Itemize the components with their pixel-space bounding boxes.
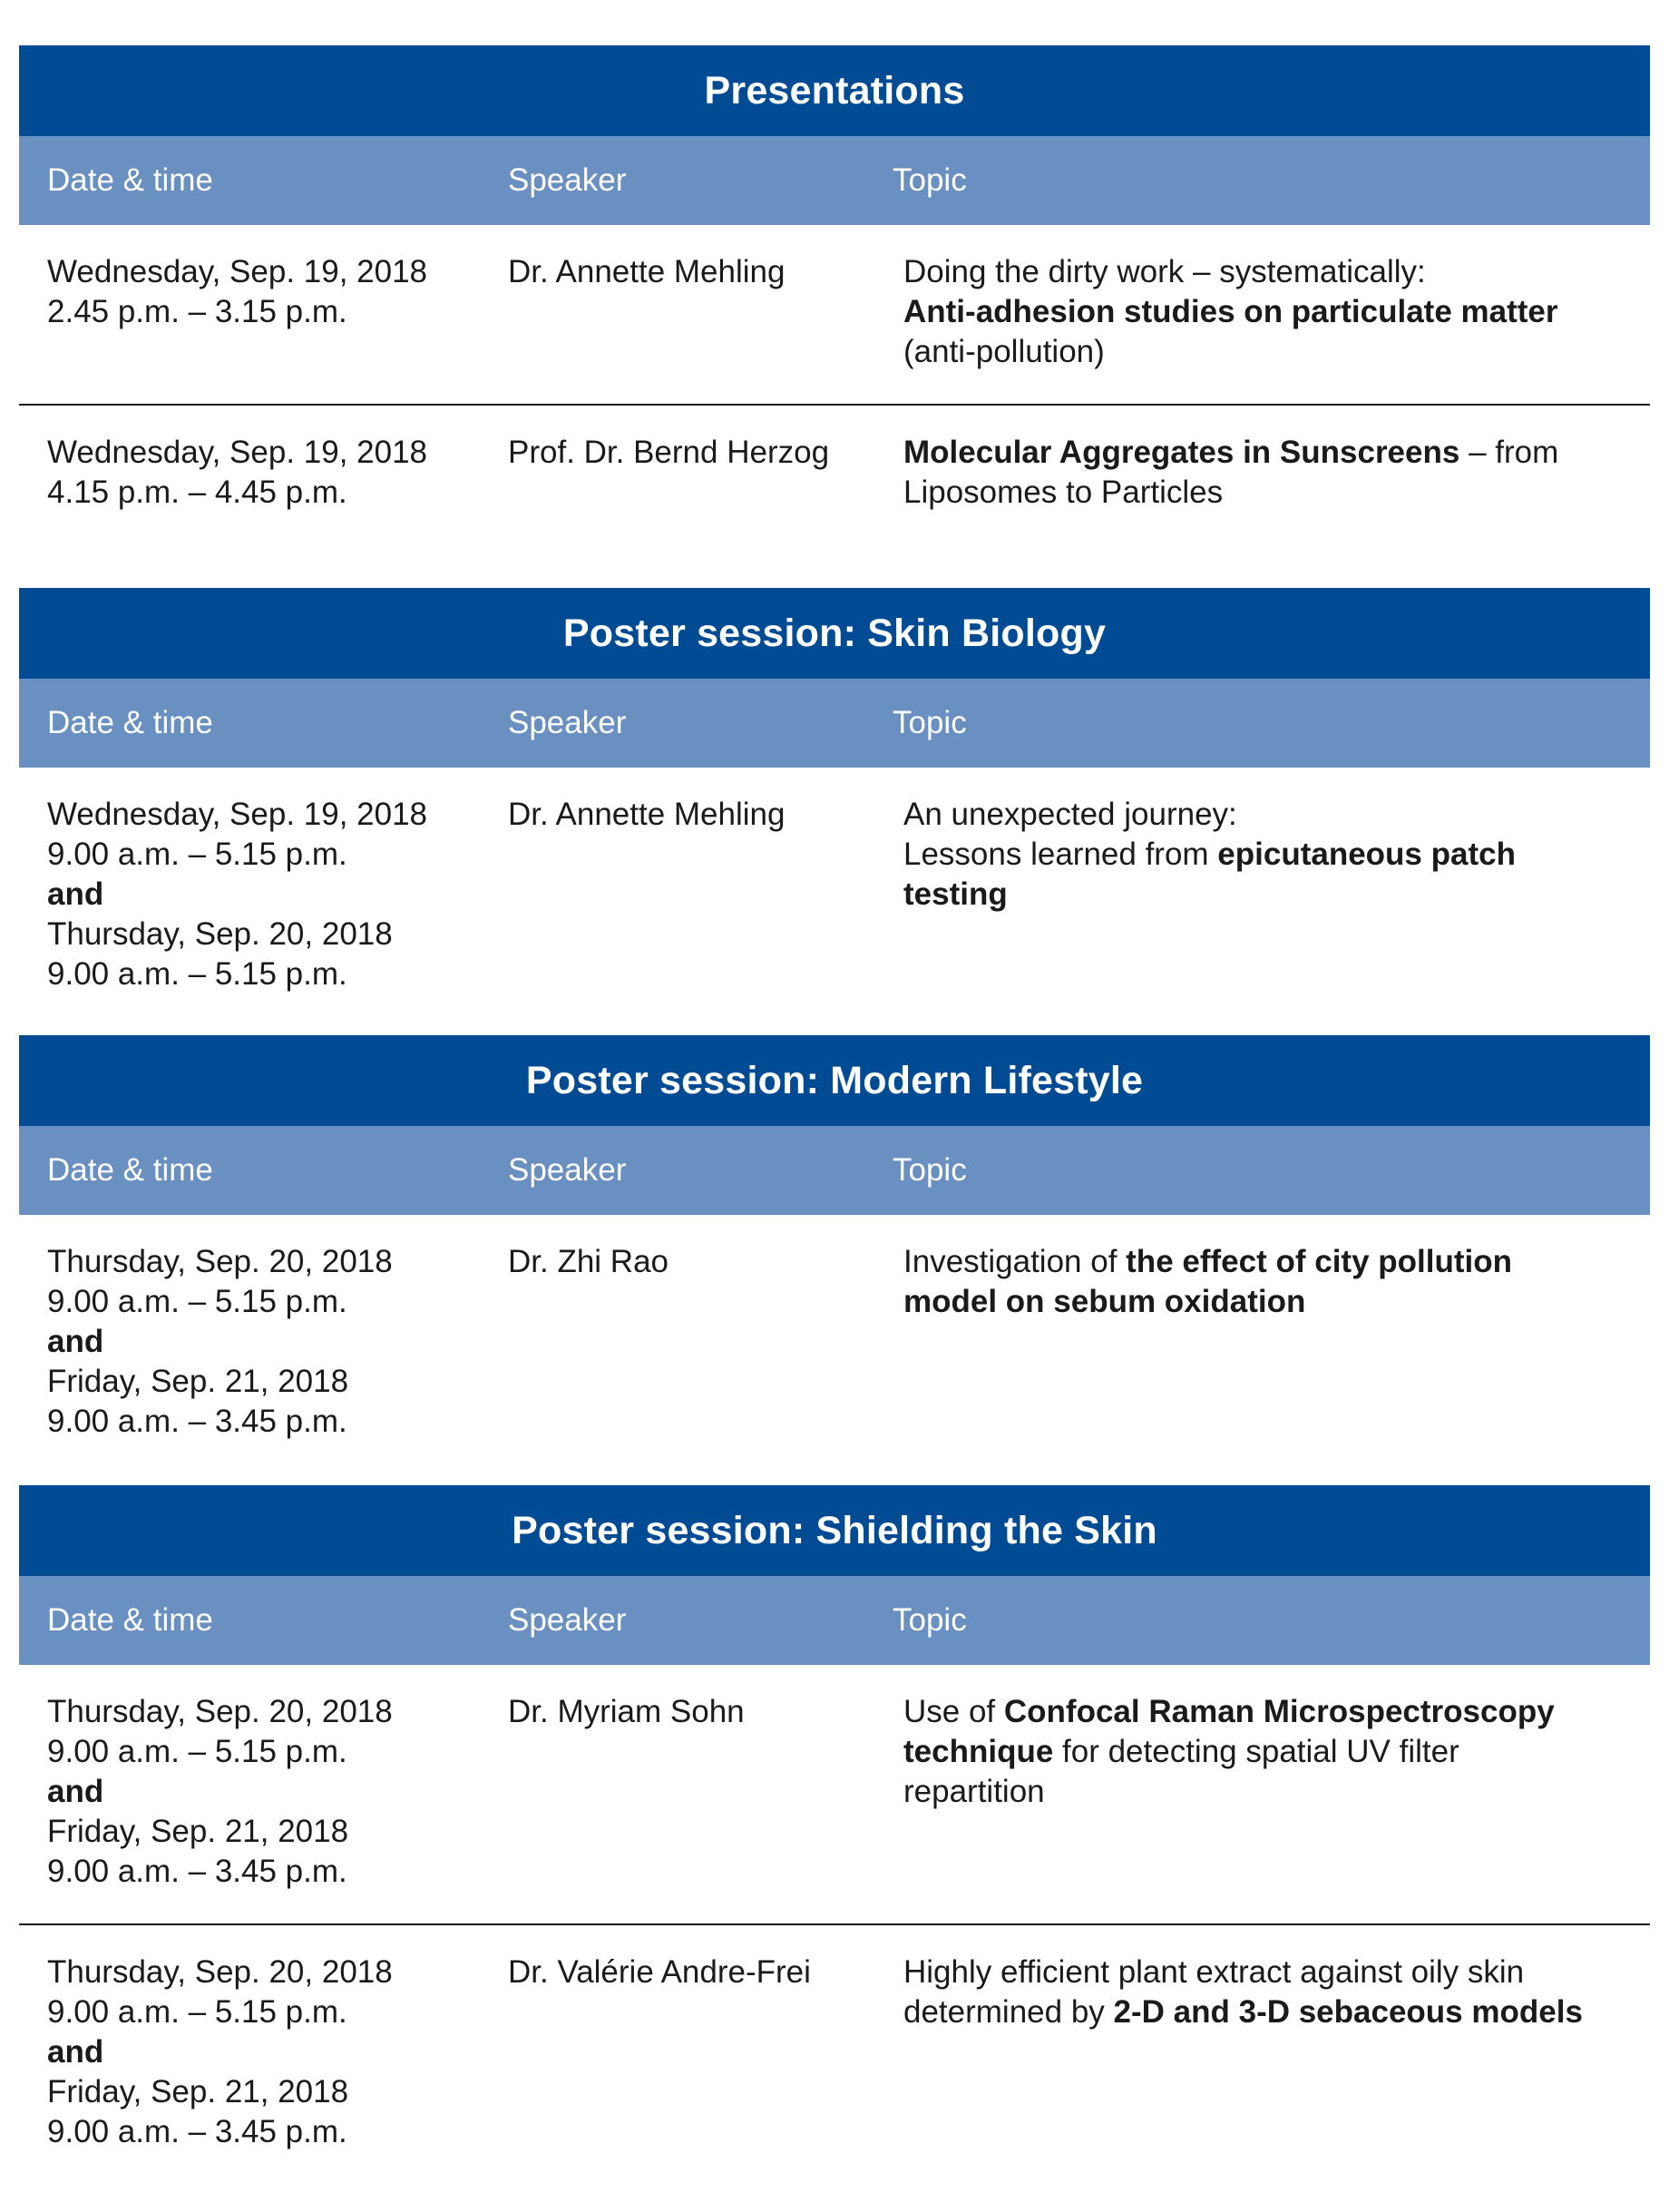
- section: [19, 1035, 1650, 1483]
- topic-emphasis: technique: [903, 1734, 1054, 1769]
- column-header-row: [19, 136, 1650, 225]
- date-time-cell: [47, 252, 492, 332]
- column-header-topic: Topic: [893, 1602, 967, 1638]
- column-header-row: [19, 1576, 1650, 1665]
- topic-line: [903, 252, 1629, 292]
- topic-line: [903, 1732, 1629, 1772]
- date-line: Friday, Sep. 21, 2018: [47, 2074, 349, 2109]
- topic-line: [903, 1772, 1629, 1812]
- topic-text: repartition: [903, 1774, 1045, 1809]
- date-time-cell: [47, 433, 492, 513]
- topic-emphasis: Molecular Aggregates in Sunscreens: [903, 435, 1460, 470]
- date-line: 9.00 a.m. – 3.45 p.m.: [47, 2114, 347, 2149]
- date-line: Wednesday, Sep. 19, 2018: [47, 797, 428, 832]
- topic-emphasis: Anti-adhesion studies on particulate matter: [903, 294, 1558, 329]
- section-title: Poster session: Skin Biology: [19, 588, 1650, 679]
- topic-line: [903, 1242, 1629, 1282]
- date-line: Friday, Sep. 21, 2018: [47, 1814, 349, 1849]
- topic-line: [903, 1282, 1629, 1322]
- date-line: 9.00 a.m. – 5.15 p.m.: [47, 1734, 347, 1769]
- date-line: 9.00 a.m. – 5.15 p.m.: [47, 1284, 347, 1319]
- section: [19, 45, 1650, 542]
- topic-cell: [903, 1242, 1629, 1322]
- topic-text: Doing the dirty work – systematically:: [903, 254, 1426, 289]
- table-row: [19, 1215, 1650, 1483]
- speaker-cell: Dr. Valérie Andre-Frei: [508, 1954, 811, 1990]
- date-line: Thursday, Sep. 20, 2018: [47, 1694, 393, 1729]
- speaker-cell: Dr. Annette Mehling: [508, 797, 786, 832]
- date-time-cell: [47, 1953, 492, 2152]
- topic-text: Liposomes to Particles: [903, 475, 1224, 510]
- date-line: Thursday, Sep. 20, 2018: [47, 916, 393, 952]
- date-line: 9.00 a.m. – 5.15 p.m.: [47, 837, 347, 872]
- date-line: Thursday, Sep. 20, 2018: [47, 1954, 393, 1990]
- topic-text: An unexpected journey:: [903, 797, 1237, 832]
- date-line: Wednesday, Sep. 19, 2018: [47, 254, 428, 289]
- column-header-topic: Topic: [893, 162, 967, 198]
- date-line: Friday, Sep. 21, 2018: [47, 1364, 349, 1399]
- topic-emphasis: testing: [903, 876, 1008, 912]
- topic-emphasis: 2-D and 3-D sebaceous models: [1113, 1994, 1583, 2030]
- section-title: Poster session: Shielding the Skin: [19, 1485, 1650, 1576]
- date-line: 9.00 a.m. – 3.45 p.m.: [47, 1854, 347, 1889]
- date-time-cell: [47, 795, 492, 994]
- topic-emphasis: epicutaneous patch: [1217, 837, 1516, 872]
- topic-text: determined by: [903, 1994, 1114, 2030]
- table-row: [19, 1665, 1650, 1925]
- column-header-topic: Topic: [893, 705, 967, 740]
- speaker-cell: Dr. Zhi Rao: [508, 1244, 669, 1279]
- section: [19, 588, 1650, 1033]
- column-header-speaker: Speaker: [508, 162, 627, 198]
- date-line: 9.00 a.m. – 3.45 p.m.: [47, 1404, 347, 1439]
- topic-text: (anti-pollution): [903, 334, 1105, 369]
- topic-text: Highly efficient plant extract against oily skin: [903, 1954, 1525, 1990]
- topic-cell: [903, 1692, 1629, 1812]
- table-row: [19, 1925, 1650, 2152]
- date-time-cell: [47, 1692, 492, 1892]
- column-header-row: [19, 1126, 1650, 1215]
- date-line: Wednesday, Sep. 19, 2018: [47, 435, 428, 470]
- section-title: Poster session: Modern Lifestyle: [19, 1035, 1650, 1126]
- date-time-cell: [47, 1242, 492, 1442]
- table-row: [19, 406, 1650, 542]
- date-connector: and: [47, 1324, 104, 1359]
- topic-line: [903, 795, 1629, 835]
- section-title: Presentations: [19, 45, 1650, 136]
- date-line: 4.15 p.m. – 4.45 p.m.: [47, 475, 347, 510]
- topic-text: Investigation of: [903, 1244, 1127, 1279]
- topic-line: [903, 835, 1629, 875]
- topic-line: [903, 1692, 1629, 1732]
- topic-cell: [903, 252, 1629, 372]
- speaker-cell: Prof. Dr. Bernd Herzog: [508, 435, 830, 470]
- topic-emphasis: model on sebum oxidation: [903, 1284, 1306, 1319]
- column-header-speaker: Speaker: [508, 1602, 627, 1638]
- topic-line: [903, 1992, 1629, 2032]
- date-line: 2.45 p.m. – 3.15 p.m.: [47, 294, 347, 329]
- topic-text: for detecting spatial UV filter: [1053, 1734, 1459, 1769]
- column-header-topic: Topic: [893, 1152, 967, 1188]
- column-header-speaker: Speaker: [508, 705, 627, 740]
- topic-text: Lessons learned from: [903, 837, 1218, 872]
- column-header-row: [19, 679, 1650, 768]
- topic-line: [903, 332, 1629, 372]
- date-line: 9.00 a.m. – 5.15 p.m.: [47, 956, 347, 992]
- table-row: [19, 768, 1650, 1033]
- topic-emphasis: the effect of city pollution: [1126, 1244, 1512, 1279]
- topic-line: [903, 292, 1629, 332]
- topic-cell: [903, 795, 1629, 915]
- topic-emphasis: Confocal Raman Microspectroscopy: [1003, 1694, 1555, 1729]
- topic-line: [903, 875, 1629, 915]
- topic-line: [903, 1953, 1629, 1992]
- topic-text: Use of: [903, 1694, 1004, 1729]
- section: [19, 1485, 1650, 2152]
- topic-text: – from: [1459, 435, 1559, 470]
- speaker-cell: Dr. Myriam Sohn: [508, 1694, 745, 1729]
- date-line: Thursday, Sep. 20, 2018: [47, 1244, 393, 1279]
- date-connector: and: [47, 2034, 104, 2070]
- column-header-date: Date & time: [47, 162, 213, 198]
- topic-cell: [903, 433, 1629, 513]
- table-row: [19, 225, 1650, 406]
- speaker-cell: Dr. Annette Mehling: [508, 254, 786, 289]
- topic-line: [903, 433, 1629, 473]
- column-header-date: Date & time: [47, 1152, 213, 1188]
- topic-cell: [903, 1953, 1629, 2032]
- column-header-speaker: Speaker: [508, 1152, 627, 1188]
- date-connector: and: [47, 876, 104, 912]
- column-header-date: Date & time: [47, 705, 213, 740]
- topic-line: [903, 473, 1629, 513]
- column-header-date: Date & time: [47, 1602, 213, 1638]
- date-connector: and: [47, 1774, 104, 1809]
- date-line: 9.00 a.m. – 5.15 p.m.: [47, 1994, 347, 2030]
